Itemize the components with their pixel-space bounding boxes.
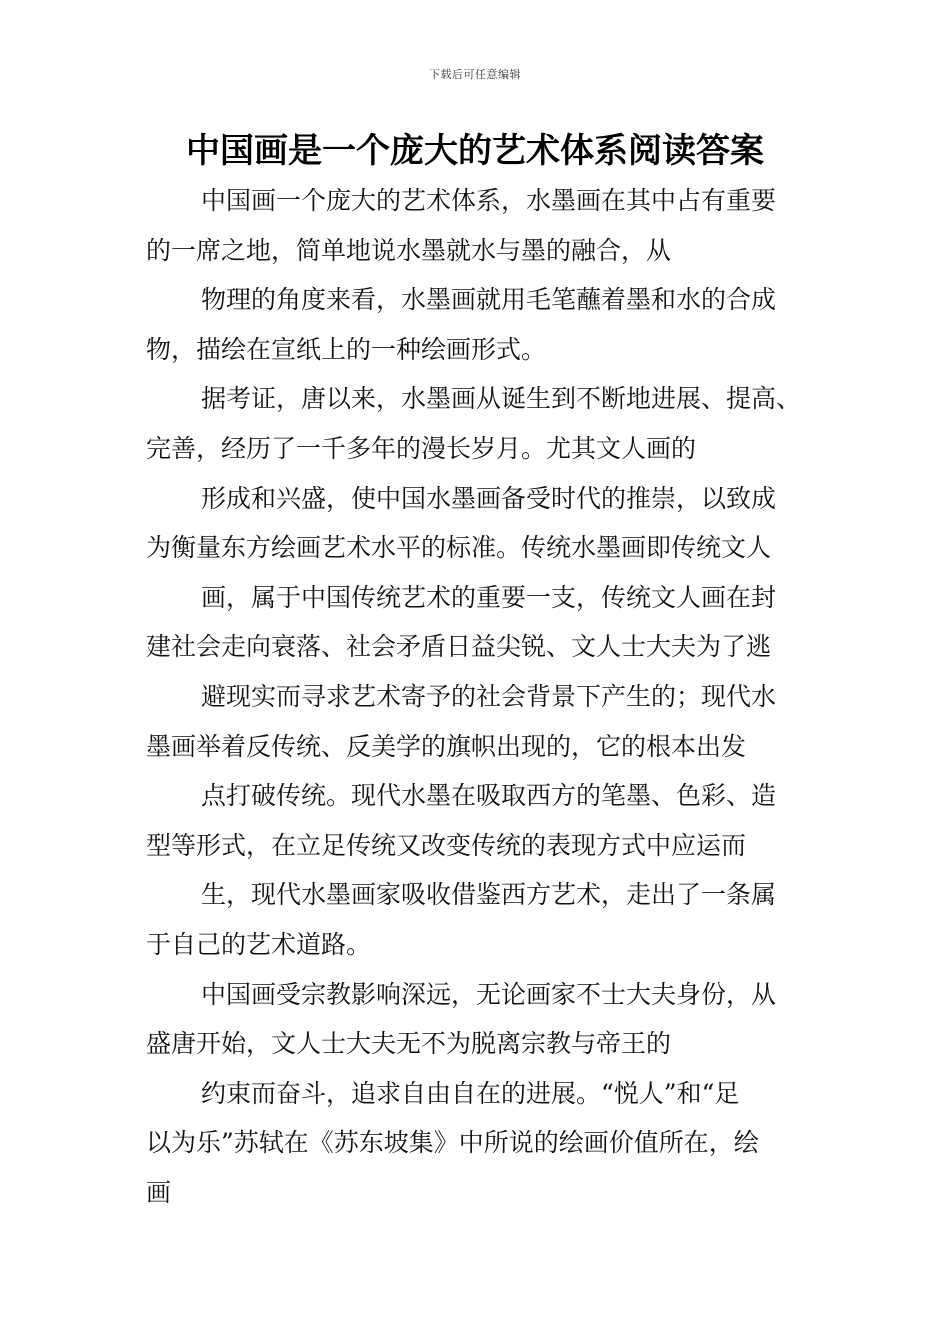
body-line: 物，描绘在宣纸上的一种绘画形式。 xyxy=(146,334,547,364)
body-line: 型等形式，在立足传统又改变传统的表现方式中应运而 xyxy=(146,830,747,860)
body-line: 点打破传统。现代水墨在吸取西方的笔墨、色彩、造 xyxy=(201,781,777,811)
body-line: 画 xyxy=(146,1177,172,1207)
document-body xyxy=(146,176,816,1217)
body-line: 形成和兴盛，使中国水墨画备受时代的推崇，以致成 xyxy=(201,483,777,513)
body-line: 画，属于中国传统艺术的重要一支，传统文人画在封 xyxy=(201,582,777,612)
body-line: 据考证，唐以来，水墨画从诞生到不断地进展、提高、 xyxy=(201,384,802,414)
body-line: 于自己的艺术道路。 xyxy=(146,929,372,959)
body-line: 建社会走向衰落、社会矛盾日益尖锐、文人士大夫为了逃 xyxy=(146,632,772,662)
body-line: 中国画受宗教影响深远，无论画家不士大夫身份，从 xyxy=(201,979,777,1009)
body-line: 约束而奋斗，追求自由自在的进展。“悦人”和“足 xyxy=(201,1078,740,1108)
body-line: 墨画举着反传统、反美学的旗帜出现的，它的根本出发 xyxy=(146,731,747,761)
body-line: 生，现代水墨画家吸收借鉴西方艺术，走出了一条属 xyxy=(201,880,777,910)
body-line: 以为乐”苏轼在《苏东坡集》中所说的绘画价值所在，绘 xyxy=(146,1128,759,1158)
body-line: 的一席之地，简单地说水墨就水与墨的融合，从 xyxy=(146,235,672,265)
body-line: 盛唐开始，文人士大夫无不为脱离宗教与帝王的 xyxy=(146,1029,672,1059)
body-line: 为衡量东方绘画艺术水平的标准。传统水墨画即传统文人 xyxy=(146,533,772,563)
body-line: 物理的角度来看，水墨画就用毛笔蘸着墨和水的合成 xyxy=(201,285,777,315)
header-note: 下载后可任意编辑 xyxy=(429,68,521,81)
body-line: 中国画一个庞大的艺术体系，水墨画在其中占有重要 xyxy=(201,186,777,215)
body-line: 完善，经历了一千多年的漫长岁月。尤其文人画的 xyxy=(146,433,697,463)
body-line: 避现实而寻求艺术寄予的社会背景下产生的；现代水 xyxy=(201,681,777,711)
document-title: 中国画是一个庞大的艺术体系阅读答案 xyxy=(186,131,764,171)
